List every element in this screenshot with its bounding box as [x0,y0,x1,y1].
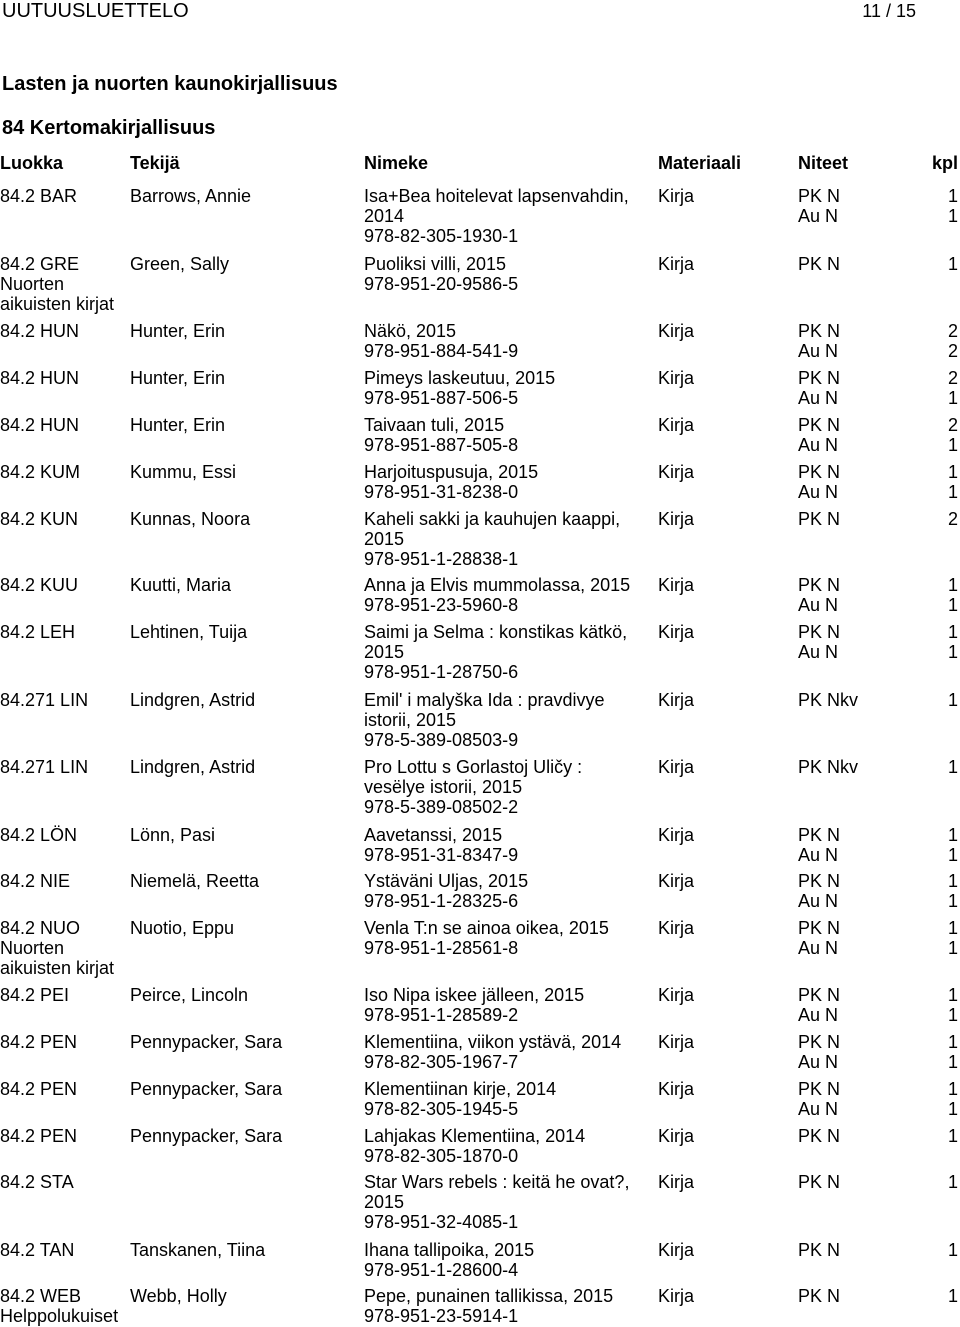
luokka-cell [0,825,128,845]
nimeke-cell-line: Puoliksi villi, 2015 [364,254,507,274]
materiaali-cell: Kirja [658,622,695,642]
kpl-cell-line: 1 [947,757,958,777]
luokka-cell-line: 84.2 PEN [0,1126,78,1146]
luokka-cell-line: 84.2 KUN [0,509,79,529]
luokka-cell-line: 84.2 LÖN [0,825,78,845]
nimeke-cell-line: 978-951-1-28589-2 [364,1005,519,1025]
tekija-cell: Pennypacker, Sara [130,1126,283,1146]
tekija-cell: Lehtinen, Tuija [130,622,248,642]
nimeke-cell-line: 978-951-23-5960-8 [364,595,519,615]
materiaali-cell: Kirja [658,462,695,482]
luokka-cell [0,1172,128,1192]
luokka-cell [0,186,128,206]
tekija-cell: Hunter, Erin [130,415,226,435]
header-tekija: Tekijä [130,153,180,173]
nimeke-cell-line: istorii, 2015 [364,710,457,730]
nimeke-cell-line: 978-951-31-8238-0 [364,482,519,502]
kpl-cell-line: 1 [947,388,958,408]
tekija-cell: Pennypacker, Sara [130,1079,283,1099]
materiaali-cell: Kirja [658,186,695,206]
luokka-cell [0,690,128,710]
tekija-cell: Peirce, Lincoln [130,985,249,1005]
luokka-cell [0,871,128,891]
tekija-cell: Green, Sally [130,254,230,274]
nimeke-cell-line: Harjoituspusuja, 2015 [364,462,539,482]
luokka-cell-line: Helppolukuiset [0,1306,119,1326]
materiaali-cell: Kirja [658,918,695,938]
niteet-cell [798,575,908,615]
kpl-cell [900,368,958,408]
niteet-cell [798,985,908,1025]
niteet-cell [798,462,908,502]
nimeke-cell [364,1032,654,1072]
kpl-cell-line: 1 [947,871,958,891]
kpl-cell [900,575,958,615]
nimeke-cell [364,985,654,1025]
niteet-cell-line: PK Nkv [798,690,859,710]
luokka-cell-line: 84.2 PEN [0,1032,78,1052]
nimeke-cell [364,690,654,750]
luokka-cell-line: 84.2 HUN [0,415,80,435]
luokka-cell [0,985,128,1005]
kpl-cell-line: 1 [947,1052,958,1072]
luokka-cell [0,462,128,482]
kpl-cell [900,757,958,777]
header-luokka: Luokka [0,153,64,173]
nimeke-cell-line: 978-951-32-4085-1 [364,1212,519,1232]
document-title: UUTUUSLUETTELO [2,0,189,22]
nimeke-cell-line: 978-951-1-28325-6 [364,891,519,911]
header-niteet: Niteet [798,153,849,173]
nimeke-cell-line: 2015 [364,529,405,549]
luokka-cell-line: 84.2 HUN [0,321,80,341]
nimeke-cell [364,1286,654,1326]
nimeke-cell [364,462,654,502]
niteet-cell-line: Au N [798,435,839,455]
kpl-cell-line: 1 [947,186,958,206]
nimeke-cell-line: Pepe, punainen tallikissa, 2015 [364,1286,614,1306]
kpl-cell-line: 1 [947,1172,958,1192]
nimeke-cell-line: 978-5-389-08503-9 [364,730,519,750]
kpl-cell-line: 1 [947,1240,958,1260]
tekija-cell: Kummu, Essi [130,462,237,482]
kpl-cell-line: 1 [947,825,958,845]
niteet-cell [798,1126,908,1146]
kpl-cell [900,186,958,226]
niteet-cell [798,1286,908,1306]
niteet-cell [798,186,908,226]
niteet-cell-line: PK N [798,1286,841,1306]
kpl-cell-line: 1 [947,1005,958,1025]
header-kpl: kpl [931,153,958,173]
header-materiaali: Materiaali [658,153,742,173]
luokka-cell-line: 84.2 PEN [0,1079,78,1099]
kpl-cell-line: 1 [947,891,958,911]
nimeke-cell-line: vesëlye istorii, 2015 [364,777,523,797]
niteet-cell [798,254,908,274]
kpl-cell-line: 1 [947,1079,958,1099]
tekija-cell: Webb, Holly [130,1286,227,1306]
nimeke-cell [364,1240,654,1280]
materiaali-cell: Kirja [658,254,695,274]
luokka-cell [0,509,128,529]
tekija-cell: Lönn, Pasi [130,825,216,845]
nimeke-cell-line: Lahjakas Klementiina, 2014 [364,1126,586,1146]
niteet-cell-line: PK N [798,368,841,388]
tekija-cell: Barrows, Annie [130,186,252,206]
kpl-cell [900,690,958,710]
kpl-cell-line: 1 [947,1126,958,1146]
kpl-cell-line: 1 [947,918,958,938]
niteet-cell-line: PK Nkv [798,757,859,777]
niteet-cell [798,1240,908,1260]
kpl-cell-line: 1 [947,462,958,482]
kpl-cell [900,321,958,361]
niteet-cell-line: PK N [798,871,841,891]
nimeke-cell [364,825,654,865]
niteet-cell [798,509,908,529]
kpl-cell-line: 2 [947,368,958,388]
kpl-cell-line: 2 [947,415,958,435]
niteet-cell-line: PK N [798,1032,841,1052]
nimeke-cell-line: 2014 [364,206,405,226]
kpl-cell-line: 1 [947,1099,958,1119]
niteet-cell-line: Au N [798,845,839,865]
luokka-cell [0,1126,128,1146]
kpl-cell [900,1032,958,1072]
nimeke-cell-line: Klementiinan kirje, 2014 [364,1079,557,1099]
luokka-cell-line: Nuorten [0,938,65,958]
luokka-cell-line: 84.2 BAR [0,186,78,206]
niteet-cell-line: Au N [798,482,839,502]
materiaali-cell: Kirja [658,757,695,777]
materiaali-cell: Kirja [658,1286,695,1306]
tekija-cell: Tanskanen, Tiina [130,1240,266,1260]
niteet-cell-line: PK N [798,575,841,595]
luokka-cell-line: aikuisten kirjat [0,294,115,314]
nimeke-cell [364,757,654,817]
niteet-cell-line: PK N [798,918,841,938]
kpl-cell [900,1286,958,1306]
niteet-cell-line: PK N [798,1172,841,1192]
nimeke-cell-line: Star Wars rebels : keitä he ovat?, [364,1172,630,1192]
niteet-cell-line: PK N [798,462,841,482]
nimeke-cell-line: 978-82-305-1930-1 [364,226,519,246]
luokka-cell [0,368,128,388]
nimeke-cell-line: Kaheli sakki ja kauhujen kaappi, [364,509,621,529]
nimeke-cell-line: 978-82-305-1967-7 [364,1052,519,1072]
nimeke-cell-line: 978-951-1-28750-6 [364,662,519,682]
tekija-cell: Kunnas, Noora [130,509,251,529]
materiaali-cell: Kirja [658,368,695,388]
nimeke-cell-line: 978-82-305-1870-0 [364,1146,519,1166]
nimeke-cell-line: 978-5-389-08502-2 [364,797,519,817]
kpl-cell [900,1172,958,1192]
nimeke-cell-line: 978-951-23-5914-1 [364,1306,519,1326]
niteet-cell [798,1079,908,1119]
kpl-cell-line: 2 [947,321,958,341]
nimeke-cell-line: Venla T:n se ainoa oikea, 2015 [364,918,609,938]
kpl-cell-line: 1 [947,206,958,226]
kpl-cell [900,462,958,502]
materiaali-cell: Kirja [658,1172,695,1192]
nimeke-cell [364,1172,654,1232]
nimeke-cell [364,1079,654,1119]
kpl-cell-line: 1 [947,690,958,710]
kpl-cell [900,415,958,455]
nimeke-cell-line: 2015 [364,642,405,662]
nimeke-cell [364,871,654,911]
luokka-cell-line: 84.271 LIN [0,757,89,777]
niteet-cell [798,871,908,911]
tekija-cell: Hunter, Erin [130,368,226,388]
niteet-cell-line: Au N [798,1099,839,1119]
nimeke-cell [364,575,654,615]
niteet-cell-line: PK N [798,1240,841,1260]
nimeke-cell-line: Isa+Bea hoitelevat lapsenvahdin, [364,186,629,206]
nimeke-cell-line: 2015 [364,1192,405,1212]
nimeke-cell [364,918,654,958]
kpl-cell-line: 1 [947,595,958,615]
nimeke-cell [364,321,654,361]
materiaali-cell: Kirja [658,1079,695,1099]
niteet-cell-line: PK N [798,186,841,206]
niteet-cell [798,825,908,865]
nimeke-cell-line: Taivaan tuli, 2015 [364,415,505,435]
nimeke-cell-line: Pimeys laskeutuu, 2015 [364,368,556,388]
niteet-cell-line: PK N [798,1079,841,1099]
nimeke-cell-line: Saimi ja Selma : konstikas kätkö, [364,622,628,642]
nimeke-cell [364,254,654,294]
luokka-cell [0,622,128,642]
luokka-cell-line: aikuisten kirjat [0,958,115,978]
niteet-cell-line: PK N [798,509,841,529]
luokka-cell [0,1286,128,1326]
kpl-cell-line: 1 [947,1032,958,1052]
tekija-cell: Kuutti, Maria [130,575,232,595]
niteet-cell-line: PK N [798,985,841,1005]
materiaali-cell: Kirja [658,1126,695,1146]
header-nimeke: Nimeke [364,153,429,173]
kpl-cell-line: 1 [947,435,958,455]
niteet-cell [798,622,908,662]
kpl-cell-line: 2 [947,341,958,361]
niteet-cell-line: PK N [798,825,841,845]
luokka-cell [0,1032,128,1052]
kpl-cell [900,871,958,911]
kpl-cell-line: 1 [947,575,958,595]
niteet-cell-line: PK N [798,622,841,642]
niteet-cell [798,757,908,777]
materiaali-cell: Kirja [658,509,695,529]
luokka-cell-line: 84.2 GRE [0,254,80,274]
nimeke-cell-line: 978-951-20-9586-5 [364,274,519,294]
kpl-cell [900,509,958,529]
luokka-cell [0,321,128,341]
niteet-cell-line: Au N [798,891,839,911]
luokka-cell-line: 84.271 LIN [0,690,89,710]
materiaali-cell: Kirja [658,1032,695,1052]
tekija-cell: Lindgren, Astrid [130,690,256,710]
kpl-cell-line: 1 [947,254,958,274]
nimeke-cell-line: Ihana tallipoika, 2015 [364,1240,535,1260]
nimeke-cell-line: Iso Nipa iskee jälleen, 2015 [364,985,585,1005]
niteet-cell-line: Au N [798,1005,839,1025]
tekija-cell: Hunter, Erin [130,321,226,341]
luokka-cell [0,1240,128,1260]
kpl-cell [900,985,958,1025]
luokka-cell-line: 84.2 HUN [0,368,80,388]
kpl-cell [900,825,958,865]
nimeke-cell [364,1126,654,1166]
luokka-cell-line: 84.2 LEH [0,622,76,642]
nimeke-cell [364,368,654,408]
luokka-cell [0,415,128,435]
luokka-cell [0,575,128,595]
luokka-cell [0,1079,128,1099]
luokka-cell [0,254,128,314]
section-heading: Lasten ja nuorten kaunokirjallisuus [2,73,338,95]
luokka-cell-line: 84.2 NUO [0,918,81,938]
materiaali-cell: Kirja [658,825,695,845]
niteet-cell [798,368,908,408]
niteet-cell-line: Au N [798,206,839,226]
nimeke-cell-line: 978-951-887-505-8 [364,435,519,455]
nimeke-cell-line: Aavetanssi, 2015 [364,825,503,845]
kpl-cell-line: 1 [947,642,958,662]
nimeke-cell-line: Pro Lottu s Gorlastoj Uličy : [364,757,583,777]
tekija-cell: Niemelä, Reetta [130,871,260,891]
materiaali-cell: Kirja [658,415,695,435]
nimeke-cell-line: 978-951-1-28561-8 [364,938,519,958]
luokka-cell-line: 84.2 KUM [0,462,81,482]
luokka-cell-line: 84.2 WEB [0,1286,82,1306]
luokka-cell-line: 84.2 PEI [0,985,70,1005]
luokka-cell-line: 84.2 NIE [0,871,71,891]
luokka-cell-line: Nuorten [0,274,65,294]
subsection-heading: 84 Kertomakirjallisuus [2,117,216,139]
materiaali-cell: Kirja [658,321,695,341]
kpl-cell [900,1079,958,1119]
materiaali-cell: Kirja [658,1240,695,1260]
niteet-cell [798,415,908,455]
kpl-cell [900,1126,958,1146]
niteet-cell-line: PK N [798,321,841,341]
niteet-cell-line: Au N [798,1052,839,1072]
niteet-cell-line: PK N [798,254,841,274]
niteet-cell-line: Au N [798,341,839,361]
kpl-cell-line: 1 [947,938,958,958]
luokka-cell-line: 84.2 STA [0,1172,74,1192]
niteet-cell-line: Au N [798,642,839,662]
nimeke-cell [364,622,654,682]
materiaali-cell: Kirja [658,690,695,710]
niteet-cell-line: PK N [798,1126,841,1146]
tekija-cell: Lindgren, Astrid [130,757,256,777]
nimeke-cell-line: 978-951-884-541-9 [364,341,519,361]
nimeke-cell-line: 978-951-1-28838-1 [364,549,519,569]
niteet-cell [798,1032,908,1072]
niteet-cell [798,690,908,710]
kpl-cell-line: 2 [947,509,958,529]
kpl-cell-line: 1 [947,1286,958,1306]
nimeke-cell-line: Anna ja Elvis mummolassa, 2015 [364,575,631,595]
nimeke-cell-line: Emil' i malyška Ida : pravdivye [364,690,605,710]
kpl-cell-line: 1 [947,482,958,502]
luokka-cell [0,757,128,777]
kpl-cell-line: 1 [947,845,958,865]
nimeke-cell-line: Klementiina, viikon ystävä, 2014 [364,1032,622,1052]
page-number: 11 / 15 [862,1,916,21]
nimeke-cell-line: 978-951-1-28600-4 [364,1260,519,1280]
niteet-cell [798,1172,908,1192]
nimeke-cell [364,509,654,569]
nimeke-cell [364,415,654,455]
materiaali-cell: Kirja [658,985,695,1005]
kpl-cell-line: 1 [947,622,958,642]
kpl-cell [900,918,958,958]
nimeke-cell-line: 978-951-887-506-5 [364,388,519,408]
nimeke-cell-line: Näkö, 2015 [364,321,457,341]
luokka-cell-line: 84.2 TAN [0,1240,75,1260]
niteet-cell-line: Au N [798,595,839,615]
niteet-cell [798,321,908,361]
tekija-cell: Pennypacker, Sara [130,1032,283,1052]
kpl-cell [900,1240,958,1260]
tekija-cell: Nuotio, Eppu [130,918,235,938]
materiaali-cell: Kirja [658,871,695,891]
niteet-cell-line: Au N [798,388,839,408]
nimeke-cell-line: 978-82-305-1945-5 [364,1099,519,1119]
luokka-cell-line: 84.2 KUU [0,575,79,595]
kpl-cell-line: 1 [947,985,958,1005]
nimeke-cell [364,186,654,246]
nimeke-cell-line: 978-951-31-8347-9 [364,845,519,865]
niteet-cell [798,918,908,958]
nimeke-cell-line: Ystäväni Uljas, 2015 [364,871,529,891]
kpl-cell [900,622,958,662]
niteet-cell-line: Au N [798,938,839,958]
kpl-cell [900,254,958,274]
materiaali-cell: Kirja [658,575,695,595]
niteet-cell-line: PK N [798,415,841,435]
luokka-cell [0,918,128,978]
